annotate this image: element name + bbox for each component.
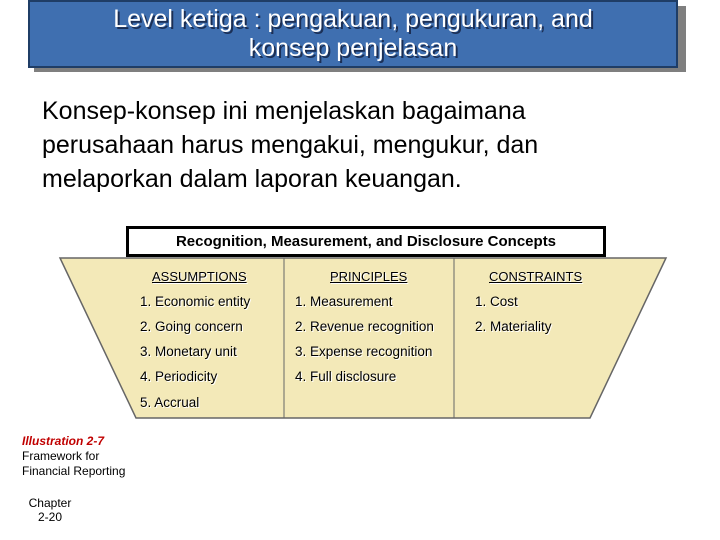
illustration-caption [22,434,125,479]
assumptions-heading: ASSUMPTIONS [152,269,247,284]
assumption-item: 4. Periodicity [140,369,218,384]
chapter-number: 2-20 [37,510,63,524]
slide-title: Level ketiga : pengakuan, pengukuran, and konsep penjelasan [113,5,593,62]
constraint-item: 1. Cost [475,294,518,309]
chapter-marker [20,496,80,524]
assumption-item: 2. Going concern [140,319,243,334]
illustration-label: Illustration 2-7 [22,434,105,448]
diagram-title: Recognition, Measurement, and Disclosure Concepts [126,226,606,257]
assumption-item: 1. Economic entity [140,294,251,309]
principles-heading: PRINCIPLES [330,269,408,284]
principle-item: 3. Expense recognition [295,344,433,359]
illustration-caption-line: Financial Reporting [22,464,126,478]
principle-item: 1. Measurement [295,294,393,309]
body-paragraph: Konsep-konsep ini menjelaskan bagaimana perusahaan harus mengakui, mengukur, dan melaporkan dalam laporan keuangan. [42,97,539,193]
principle-item: 2. Revenue recognition [295,319,434,334]
principle-item: 4. Full disclosure [295,369,397,384]
constraint-item: 2. Materiality [475,319,552,334]
illustration-caption-line: Framework for [22,449,100,463]
assumption-item: 3. Monetary unit [140,344,237,359]
chapter-label: Chapter [28,496,72,510]
assumption-item: 5. Accrual [140,395,200,410]
constraints-heading: CONSTRAINTS [489,269,583,284]
